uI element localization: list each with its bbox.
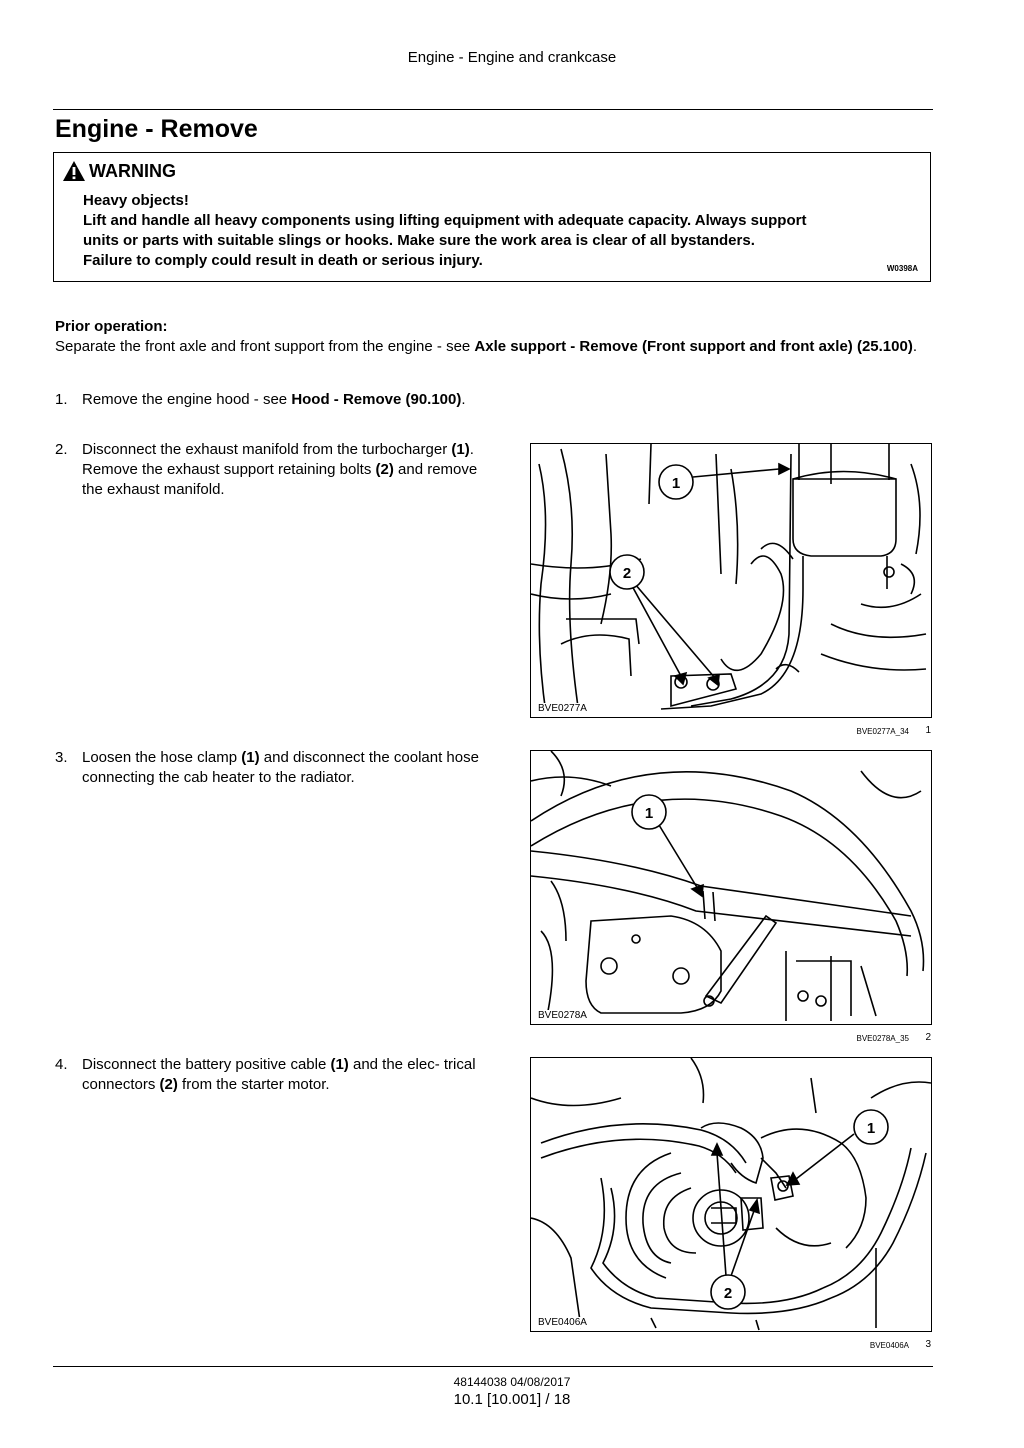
callout-ref: (1) xyxy=(241,749,260,766)
step-text-part: and remove the exhaust manifold. xyxy=(82,461,478,498)
svg-text:2: 2 xyxy=(622,565,632,582)
step-text xyxy=(82,748,493,788)
callout-1 xyxy=(632,795,666,829)
warning-text xyxy=(83,191,913,271)
figure-number: 3 xyxy=(925,1339,931,1350)
step-text-part: . Remove the exhaust support retaining bolts xyxy=(82,441,474,478)
bottom-rule xyxy=(53,1366,933,1367)
callout-ref: (2) xyxy=(375,461,394,478)
step-text xyxy=(82,440,493,500)
figure-caption: BVE0406A xyxy=(869,1341,909,1350)
prior-operation-period: . xyxy=(912,338,917,355)
warning-line: Lift and handle all heavy components using lifting equipment with adequate capacity. Always support xyxy=(83,212,807,229)
callout-1 xyxy=(854,1110,888,1144)
callout-1 xyxy=(659,465,693,499)
top-rule xyxy=(53,109,933,110)
callout-ref: (1) xyxy=(330,1056,349,1073)
step-text-part: Loosen the hose clamp xyxy=(82,749,242,766)
callout-ref: (2) xyxy=(159,1076,178,1093)
step-text-part: from the starter motor. xyxy=(177,1076,330,1093)
warning-code: W0398A xyxy=(886,264,918,273)
running-header: Engine - Engine and crankcase xyxy=(407,49,617,66)
step-number: 2. xyxy=(55,441,68,458)
warning-line: Failure to comply could result in death or serious injury. xyxy=(83,252,483,269)
callout-2 xyxy=(610,555,644,589)
step-text-part: Disconnect the battery positive cable xyxy=(82,1056,331,1073)
hood-remove-link[interactable]: Hood - Remove (90.100) xyxy=(291,391,462,408)
figure-code: BVE0406A xyxy=(538,1317,587,1328)
step-text xyxy=(82,1055,493,1095)
starter-motor-illustration xyxy=(531,1058,932,1332)
prior-operation xyxy=(55,317,933,357)
step-text-part: and disconnect the coolant hose connecting the cab heater to the radiator. xyxy=(82,749,479,786)
figure-code: BVE0277A xyxy=(538,703,587,714)
footer-doc-code: 48144038 04/08/2017 xyxy=(453,1375,571,1389)
warning-triangle-icon xyxy=(62,160,86,182)
step-text xyxy=(82,390,493,410)
step-text-part: Remove the engine hood - see xyxy=(82,391,292,408)
footer-page-number: 10.1 [10.001] / 18 xyxy=(453,1391,571,1408)
svg-text:2: 2 xyxy=(723,1285,733,1302)
warning-heading xyxy=(62,160,176,182)
prior-operation-text xyxy=(55,337,933,357)
exhaust-manifold-illustration xyxy=(531,444,932,718)
figure-coolant-hose xyxy=(530,750,932,1025)
figure-code: BVE0278A xyxy=(538,1010,587,1021)
figure-starter-motor xyxy=(530,1057,932,1332)
warning-label: WARNING xyxy=(89,160,176,181)
step-text-part: and the elec- trical connectors xyxy=(82,1056,476,1093)
figure-number: 2 xyxy=(925,1032,931,1043)
step-text-part: Disconnect the exhaust manifold from the turbocharger xyxy=(82,441,452,458)
step-number: 4. xyxy=(55,1056,68,1073)
warning-line: Heavy objects! xyxy=(83,192,189,209)
prior-operation-heading: Prior operation: xyxy=(55,318,168,335)
page-title: Engine - Remove xyxy=(55,115,258,143)
step-text-part: . xyxy=(461,391,466,408)
svg-text:1: 1 xyxy=(866,1120,876,1137)
figure-caption: BVE0278A_35 xyxy=(856,1034,909,1043)
prior-operation-body: Separate the front axle and front support from the engine - see xyxy=(55,338,475,355)
step-number: 3. xyxy=(55,749,68,766)
figure-number: 1 xyxy=(925,725,931,736)
coolant-hose-illustration xyxy=(531,751,932,1025)
callout-ref: (1) xyxy=(451,441,470,458)
callout-2 xyxy=(711,1275,745,1309)
warning-line: units or parts with suitable slings or hooks. Make sure the work area is clear of all bystanders. xyxy=(83,232,755,249)
svg-text:1: 1 xyxy=(644,805,654,822)
figure-caption: BVE0277A_34 xyxy=(856,727,909,736)
step-number: 1. xyxy=(55,391,68,408)
figure-exhaust-manifold xyxy=(530,443,932,718)
warning-box xyxy=(53,152,931,282)
prior-operation-link[interactable]: Axle support - Remove (Front support and front axle) (25.100) xyxy=(474,338,913,355)
svg-text:1: 1 xyxy=(671,475,681,492)
